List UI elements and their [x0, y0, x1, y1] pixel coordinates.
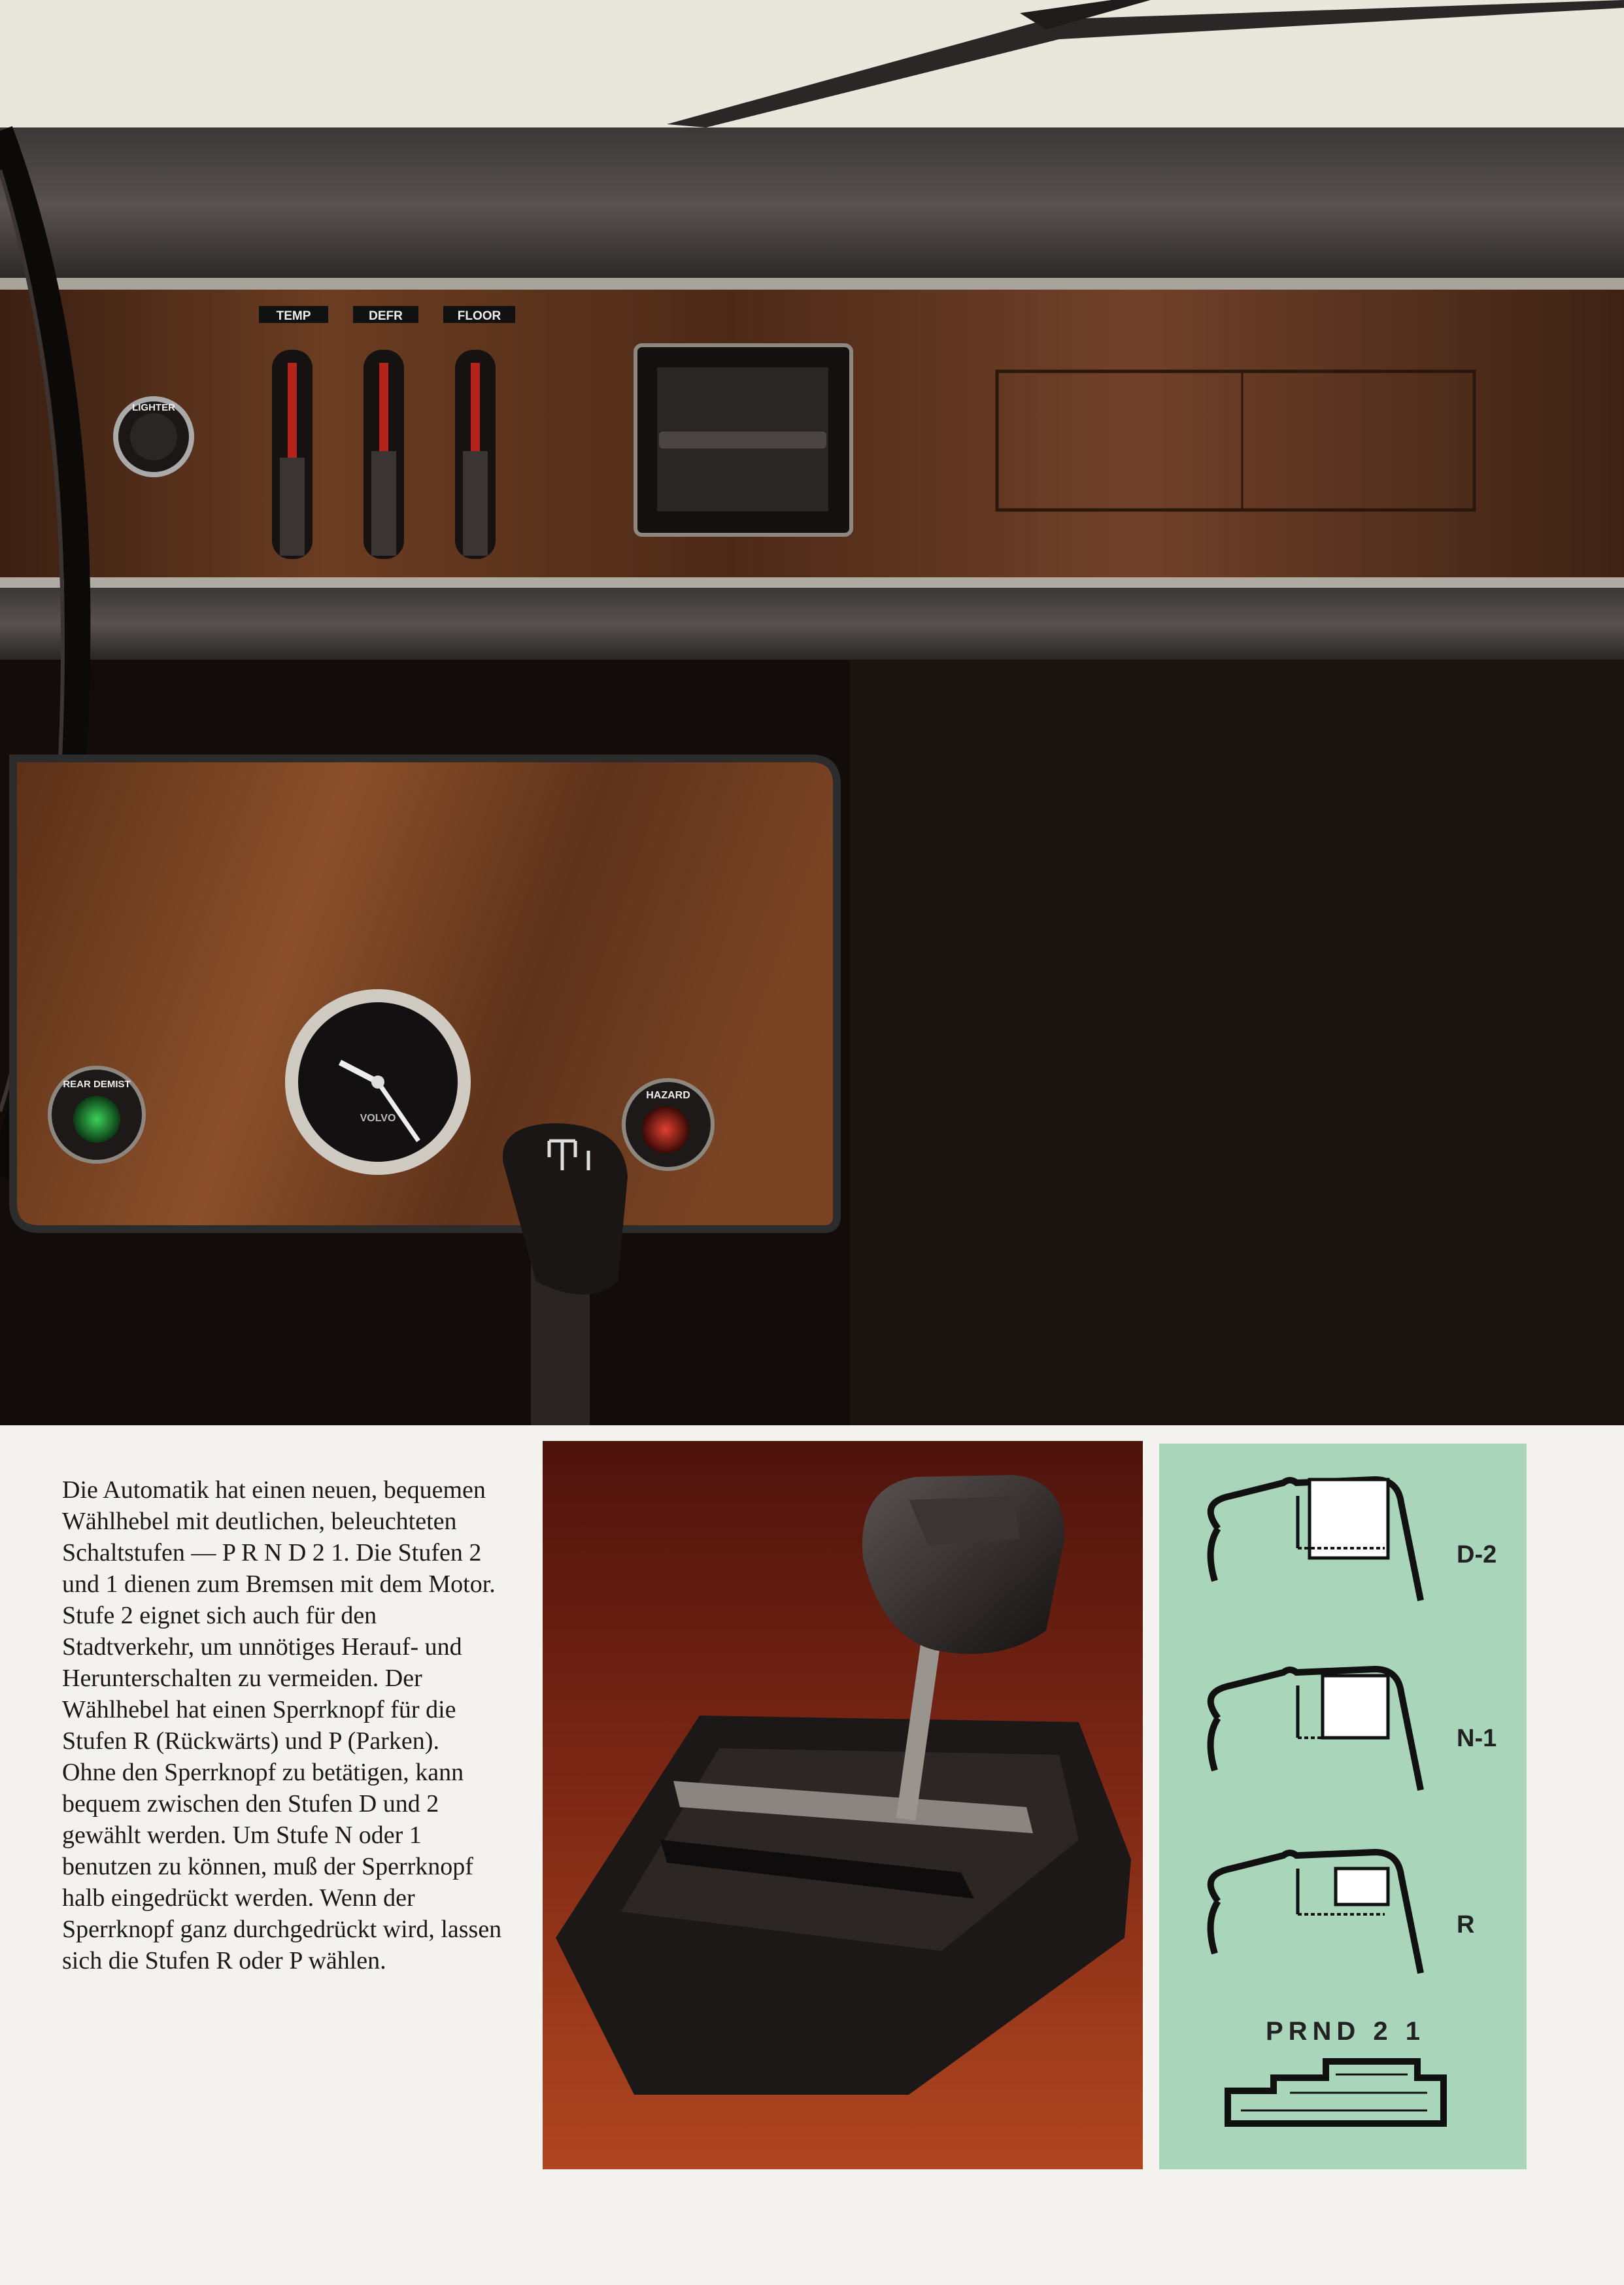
heater-slider-defr — [364, 350, 404, 559]
air-vent — [635, 345, 851, 535]
rear-demist-label: REAR DEMIST — [63, 1079, 131, 1090]
gate-diagram-r — [1211, 1852, 1475, 1973]
hazard-switch — [624, 1080, 713, 1169]
clock-brand: VOLVO — [360, 1113, 396, 1124]
article-text — [62, 1474, 507, 1976]
dashboard-clock — [285, 989, 471, 1175]
lighter-knob — [116, 399, 192, 475]
position-label-n1: N-1 — [1457, 1725, 1497, 1752]
shift-diagram — [1159, 1444, 1527, 2169]
gate-diagram-d2 — [1211, 1480, 1497, 1600]
gear-selector-photo — [543, 1441, 1143, 2169]
paragraph: Die Automatik hat einen neuen, bequemen Wählhebel mit deutlichen, beleuchteten Schaltstufen — P R N D 2 1. Die Stufen 2 und 1 dienen zum Bremsen mit dem Motor. Stufe 2 eignet sich auch für den Stadtverkehr, um unnötiges Herauf- und Herunterschalten zu vermeiden. Der Wählhebel hat einen Sperrknopf für die Stufen R (Rückwärts) und P (Parken). — [62, 1476, 496, 1755]
heater-slider-temp — [272, 350, 313, 559]
temp-label: TEMP — [276, 309, 311, 323]
rear-demist-switch — [50, 1068, 144, 1162]
gate-pattern — [1228, 2061, 1444, 2124]
position-label-d2: D-2 — [1457, 1541, 1497, 1568]
defr-label: DEFR — [369, 309, 403, 323]
gate-diagram-n1 — [1211, 1669, 1497, 1790]
floor-label: FLOOR — [457, 309, 501, 323]
position-label-r: R — [1457, 1911, 1475, 1938]
paragraph: Ohne den Sperrknopf zu betätigen, kann bequem zwischen den Stufen D und 2 gewählt werden. Um Stufe N oder 1 benutzen zu können, muß der Sperrknopf halb eingedrückt werden. Wenn der Sperrknopf ganz durchgedrückt wird, lassen sich die Stufen R oder P wählen. — [62, 1759, 502, 1974]
gate-label: PRND 2 1 — [1265, 2017, 1426, 2046]
hazard-label: HAZARD — [646, 1090, 690, 1101]
heater-slider-floor — [455, 350, 496, 559]
lighter-label: LIGHTER — [132, 402, 175, 413]
